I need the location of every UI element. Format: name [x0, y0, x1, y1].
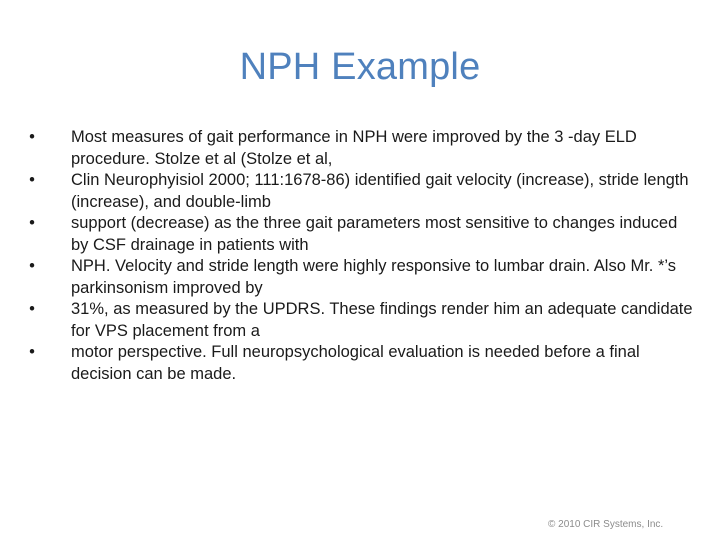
bullet-item — [26, 299, 696, 342]
bullet-text: 31%, as measured by the UPDRS. These findings render him an adequate candidate for VPS placement from a — [71, 300, 693, 340]
bullet-item — [26, 170, 696, 213]
slide-title: NPH Example — [239, 46, 481, 88]
bullet-item — [26, 127, 696, 170]
bullet-text: motor perspective. Full neuropsychological evaluation is needed before a final decision can be made. — [71, 343, 640, 383]
bullet-item — [26, 256, 696, 299]
copyright-footer: © 2010 CIR Systems, Inc. — [548, 519, 664, 530]
bullet-icon: • — [29, 214, 35, 232]
bullet-text: Clin Neurophyisiol 2000; 111:1678-86) identified gait velocity (increase), stride length (increase), and double-limb — [71, 171, 689, 211]
bullet-text: NPH. Velocity and stride length were highly responsive to lumbar drain. Also Mr. *’s parkinsonism improved by — [71, 257, 676, 297]
bullet-icon: • — [29, 257, 35, 275]
bullet-list — [26, 127, 696, 385]
bullet-item — [26, 342, 696, 385]
bullet-icon: • — [29, 343, 35, 361]
bullet-text: support (decrease) as the three gait parameters most sensitive to changes induced by CSF drainage in patients with — [71, 214, 678, 254]
bullet-text: Most measures of gait performance in NPH were improved by the 3 -day ELD procedure. Stolze et al (Stolze et al, — [71, 128, 637, 168]
bullet-icon: • — [29, 128, 35, 146]
bullet-icon: • — [29, 171, 35, 189]
bullet-item — [26, 213, 696, 256]
bullet-icon: • — [29, 300, 35, 318]
